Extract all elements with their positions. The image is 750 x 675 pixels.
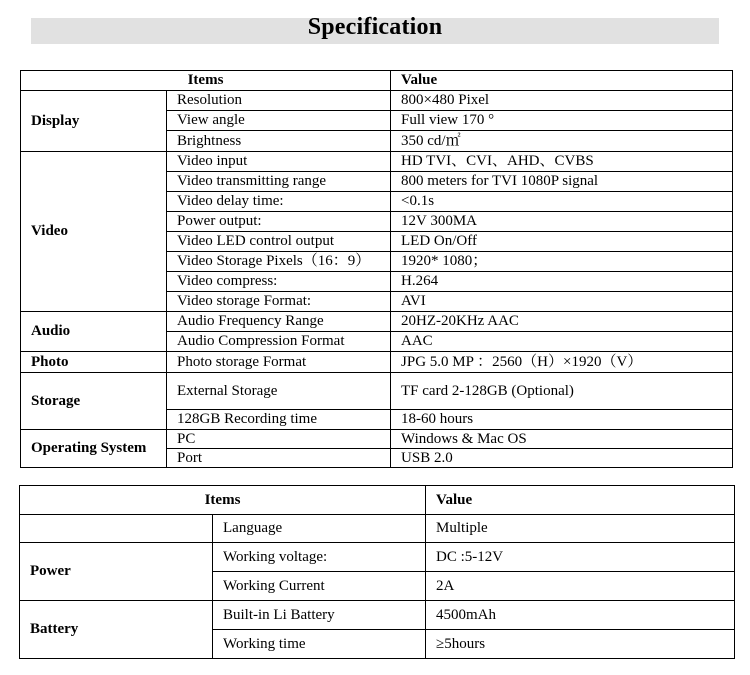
value-cell: Windows & Mac OS bbox=[391, 430, 733, 449]
item-cell: Video delay time: bbox=[167, 192, 391, 212]
value-cell: HD TVI、CVI、AHD、CVBS bbox=[391, 152, 733, 172]
value-cell: AVI bbox=[391, 292, 733, 312]
table-row bbox=[21, 373, 733, 410]
value-cell: AAC bbox=[391, 332, 733, 352]
value-cell: Full view 170 ° bbox=[391, 111, 733, 131]
table-row bbox=[21, 430, 733, 449]
item-cell: Working voltage: bbox=[213, 543, 426, 572]
value-cell: LED On/Off bbox=[391, 232, 733, 252]
value-cell: USB 2.0 bbox=[391, 449, 733, 468]
item-cell: Working time bbox=[213, 630, 426, 659]
category-storage: Storage bbox=[21, 373, 167, 430]
value-cell: 2A bbox=[426, 572, 735, 601]
value-cell: 18-60 hours bbox=[391, 410, 733, 430]
category-empty bbox=[20, 515, 213, 543]
item-cell: Working Current bbox=[213, 572, 426, 601]
item-cell: Video compress: bbox=[167, 272, 391, 292]
item-cell: Video input bbox=[167, 152, 391, 172]
item-cell: 128GB Recording time bbox=[167, 410, 391, 430]
item-cell: Resolution bbox=[167, 91, 391, 111]
page-title: Specification bbox=[307, 14, 443, 40]
header-value: Value bbox=[426, 486, 735, 515]
item-cell: Photo storage Format bbox=[167, 352, 391, 373]
value-cell: <0.1s bbox=[391, 192, 733, 212]
category-battery: Battery bbox=[20, 601, 213, 659]
item-cell: Built-in Li Battery bbox=[213, 601, 426, 630]
value-cell: 1920* 1080； bbox=[391, 252, 733, 272]
value-cell: ≥5hours bbox=[426, 630, 735, 659]
header-value: Value bbox=[391, 71, 733, 91]
table-row bbox=[21, 91, 733, 111]
spec-table bbox=[20, 70, 733, 468]
item-cell: Language bbox=[213, 515, 426, 543]
category-video: Video bbox=[21, 152, 167, 312]
category-operating-system: Operating System bbox=[21, 430, 167, 468]
value-cell: H.264 bbox=[391, 272, 733, 292]
item-cell: PC bbox=[167, 430, 391, 449]
category-photo: Photo bbox=[21, 352, 167, 373]
item-cell: External Storage bbox=[167, 373, 391, 410]
table-row bbox=[20, 515, 735, 543]
table-row bbox=[20, 543, 735, 572]
table-row bbox=[21, 352, 733, 373]
value-cell: 800×480 Pixel bbox=[391, 91, 733, 111]
category-power: Power bbox=[20, 543, 213, 601]
item-cell: Audio Frequency Range bbox=[167, 312, 391, 332]
item-cell: Video storage Format: bbox=[167, 292, 391, 312]
value-cell: 4500mAh bbox=[426, 601, 735, 630]
item-cell: Brightness bbox=[167, 131, 391, 152]
table-row bbox=[21, 312, 733, 332]
item-cell: Audio Compression Format bbox=[167, 332, 391, 352]
value-cell: Multiple bbox=[426, 515, 735, 543]
category-display: Display bbox=[21, 91, 167, 152]
value-cell: 20HZ-20KHz AAC bbox=[391, 312, 733, 332]
value-cell: JPG 5.0 MP ：2560（H）×1920（V） bbox=[391, 352, 733, 373]
category-audio: Audio bbox=[21, 312, 167, 352]
item-cell: Video LED control output bbox=[167, 232, 391, 252]
item-cell: Port bbox=[167, 449, 391, 468]
table-row bbox=[20, 601, 735, 630]
item-cell: Power output: bbox=[167, 212, 391, 232]
item-cell: Video Storage Pixels（16：9） bbox=[167, 252, 391, 272]
table-row bbox=[21, 152, 733, 172]
value-cell: TF card 2-128GB (Optional) bbox=[391, 373, 733, 410]
header-items: Items bbox=[20, 486, 426, 515]
value-cell: 350 cd/㎡ bbox=[391, 131, 733, 152]
table-header-row bbox=[20, 486, 735, 515]
value-cell: 12V 300MA bbox=[391, 212, 733, 232]
item-cell: View angle bbox=[167, 111, 391, 131]
value-cell: 800 meters for TVI 1080P signal bbox=[391, 172, 733, 192]
item-cell: Video transmitting range bbox=[167, 172, 391, 192]
header-items: Items bbox=[21, 71, 391, 91]
table-header-row bbox=[21, 71, 733, 91]
value-cell: DC :5-12V bbox=[426, 543, 735, 572]
power-battery-table bbox=[19, 485, 735, 659]
